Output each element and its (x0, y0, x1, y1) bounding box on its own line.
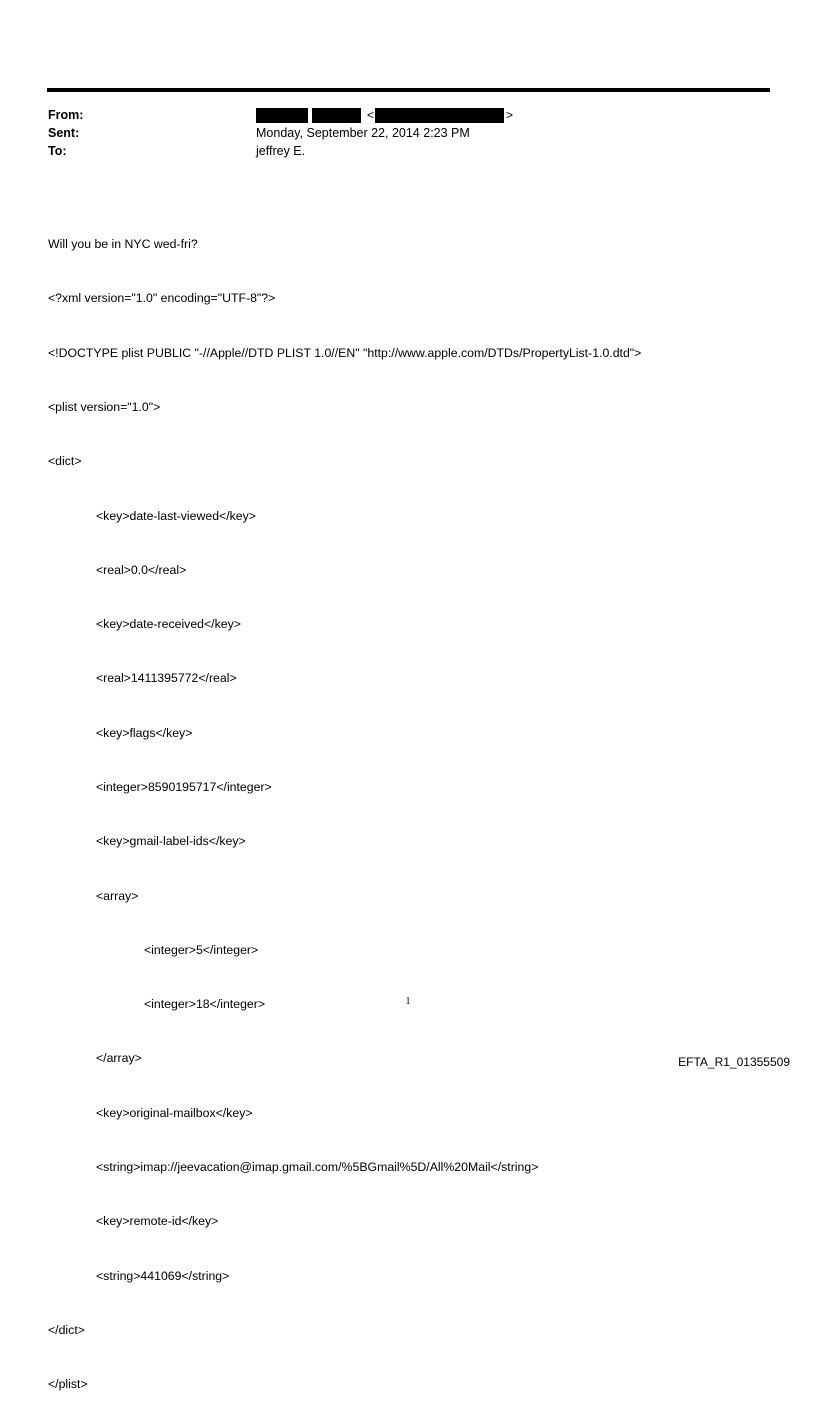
from-label: From: (48, 108, 84, 122)
body-line: <key>original-mailbox</key> (96, 1105, 253, 1120)
sent-label: Sent: (48, 126, 80, 140)
body-line: <plist version="1.0"> (48, 400, 161, 415)
body-line: Will you be in NYC wed-fri? (48, 237, 198, 252)
body-line: </dict> (48, 1322, 85, 1337)
body-line: </array> (96, 1051, 142, 1066)
bates-number: EFTA_R1_01355509 (678, 1055, 790, 1069)
redacted-sender-first-name (256, 108, 308, 123)
body-line: <integer>18</integer> (144, 997, 266, 1012)
to-label: To: (48, 144, 67, 158)
body-line: <key>date-last-viewed</key> (96, 508, 256, 523)
redacted-sender-email (375, 108, 504, 123)
body-line: <string>imap://jeevacation@imap.gmail.com/%5BGmail%5D/All%20Mail</string> (96, 1159, 539, 1174)
body-line: <?xml version="1.0" encoding="UTF-8"?> (48, 291, 276, 306)
body-line: <real>1411395772</real> (96, 671, 237, 686)
body-line: <real>0.0</real> (96, 562, 187, 577)
page-number: 1 (405, 996, 411, 1007)
body-line: <array> (96, 888, 139, 903)
body-line: <dict> (48, 454, 82, 469)
body-line: <string>441069</string> (96, 1268, 230, 1283)
body-line: <key>remote-id</key> (96, 1214, 219, 1229)
body-line: <integer>8590195717</integer> (96, 780, 272, 794)
redacted-sender-last-name (312, 108, 361, 123)
body-line: <integer>5</integer> (144, 942, 259, 957)
body-line: <key>flags</key> (96, 725, 193, 740)
email-close-bracket: > (506, 108, 514, 122)
sent-value: Monday, September 22, 2014 2:23 PM (256, 126, 470, 140)
body-line: <key>date-received</key> (96, 617, 241, 632)
body-line: </plist> (48, 1377, 88, 1392)
body-line: <!DOCTYPE plist PUBLIC "-//Apple//DTD PLIST 1.0//EN" "http://www.apple.com/DTDs/PropertyList-1.0.dtd"> (48, 345, 642, 360)
body-line: <key>gmail-label-ids</key> (96, 834, 246, 849)
email-body (48, 199, 768, 1411)
header-rule (47, 88, 770, 92)
email-open-bracket: < (367, 108, 375, 122)
to-value: jeffrey E. (256, 144, 306, 158)
